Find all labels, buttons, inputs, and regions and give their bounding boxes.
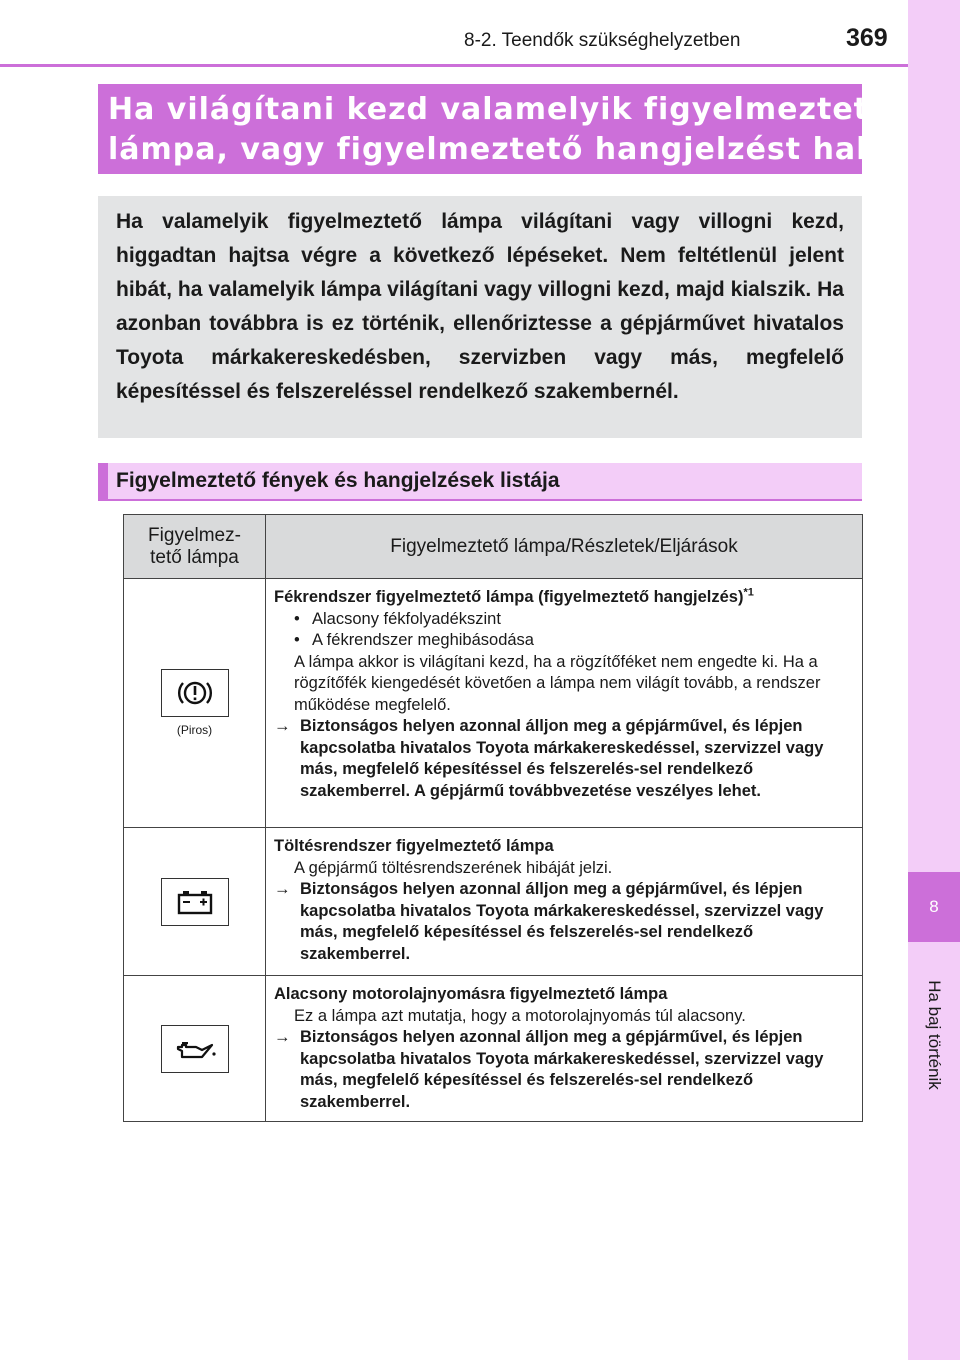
- brake-warning-icon: [161, 669, 229, 717]
- row-action: [274, 716, 850, 802]
- arrow-icon: →: [274, 717, 291, 735]
- title-line-2: lámpa, vagy figyelmeztető hangjelzést hall: [108, 132, 879, 167]
- arrow-icon: →: [274, 880, 291, 898]
- row-action: [274, 1027, 850, 1113]
- desc-cell: [266, 579, 863, 828]
- battery-icon: [161, 878, 229, 926]
- list-item: • A fékrendszer meghibásodása: [294, 630, 850, 652]
- side-strip: [908, 0, 960, 1360]
- icon-caption: (Piros): [176, 723, 213, 737]
- title-banner: [98, 84, 891, 174]
- table-row: [124, 828, 863, 976]
- row-action-text: Biztonságos helyen azonnal álljon meg a gépjárművel, és lépjen kapcsolatba hivatalos Toyota márkakereskedéssel, szervizzel vagy más, megfelelő képesítéssel és felszerelés-sel rendelkező szakemberrel.: [300, 1028, 824, 1111]
- row-detail: Ez a lámpa azt mutatja, hogy a motorolajnyomás túl alacsony.: [294, 1006, 746, 1025]
- header-icon-column: Figyelmez-tető lámpa: [124, 515, 266, 579]
- desc-cell: [266, 976, 863, 1122]
- row-action-text: Biztonságos helyen azonnal álljon meg a gépjárművel, és lépjen kapcsolatba hivatalos Toyota márkakereskedéssel, szervizzel vagy más, megfelelő képesítéssel és felszerelés-sel rendelkező szakemberrel.: [300, 880, 824, 963]
- list-item: • Alacsony fékfolyadékszint: [294, 609, 850, 631]
- header-desc-column: Figyelmeztető lámpa/Részletek/Eljárások: [266, 515, 863, 579]
- subheading: [98, 463, 862, 501]
- icon-cell: [124, 828, 266, 976]
- intro-box: [98, 196, 862, 438]
- arrow-icon: →: [274, 1028, 291, 1046]
- desc-cell: [266, 828, 863, 976]
- oil-can-icon: [161, 1025, 229, 1073]
- row-detail: A lámpa akkor is világítani kezd, ha a rögzítőféket nem engedte ki. Ha a rögzítőfék kiengedését követően a lámpa nem világít tovább, a rendszer működése megfelelő.: [294, 652, 821, 714]
- chapter-title-text: Ha baj történik: [925, 980, 944, 1090]
- chapter-title: [908, 950, 960, 1120]
- chapter-number: 8: [929, 897, 939, 916]
- title-line-1: Ha világítani kezd valamelyik figyelmeztető: [108, 92, 891, 127]
- row-title: Alacsony motorolajnyomásra figyelmeztető lámpa: [274, 985, 668, 1003]
- table-row: [124, 976, 863, 1122]
- footnote-ref: *1: [743, 586, 754, 599]
- icon-cell: [124, 976, 266, 1122]
- page-number: 369: [846, 24, 888, 52]
- section-label: 8-2. Teendők szükséghelyzetben: [464, 30, 741, 51]
- row-action-text: Biztonságos helyen azonnal álljon meg a gépjárművel, és lépjen kapcsolatba hivatalos Toyota márkakereskedéssel, szervizzel vagy más, megfelelő képesítéssel és felszerelés-sel rendelkező szakemberrel. A gépjármű továbbvezetése veszélyes lehet.: [300, 717, 824, 800]
- icon-cell: [124, 579, 266, 828]
- chapter-tab: [908, 872, 960, 942]
- row-title: Fékrendszer figyelmeztető lámpa (figyelmeztető hangjelzés)$^{*1}$: [274, 586, 754, 606]
- warning-lights-table: [123, 514, 863, 1122]
- bullet-list: [274, 609, 850, 652]
- row-title: Töltésrendszer figyelmeztető lámpa: [274, 837, 554, 855]
- subheading-text: Figyelmeztető fények és hangjelzések listája: [116, 469, 560, 492]
- table-header-row: [124, 515, 863, 579]
- table-row: [124, 579, 863, 828]
- row-detail: A gépjármű töltésrendszerének hibáját jelzi.: [294, 858, 613, 877]
- row-action: [274, 879, 850, 965]
- intro-text: Ha valamelyik figyelmeztető lámpa világítani vagy villogni kezd, higgadtan hajtsa végre a következő lépéseket. Nem feltétlenül jelent hibát, ha valamelyik lámpa világítani vagy villogni kezd, majd kialszik. Ha azonban továbbra is ez történik, ellenőriztesse a gépjárművet hivatalos Toyota márkakereskedésben, szervizben vagy más, megfelelő képesítéssel és felszereléssel rendelkező szakembernél.: [116, 210, 844, 403]
- page-header: [0, 0, 908, 67]
